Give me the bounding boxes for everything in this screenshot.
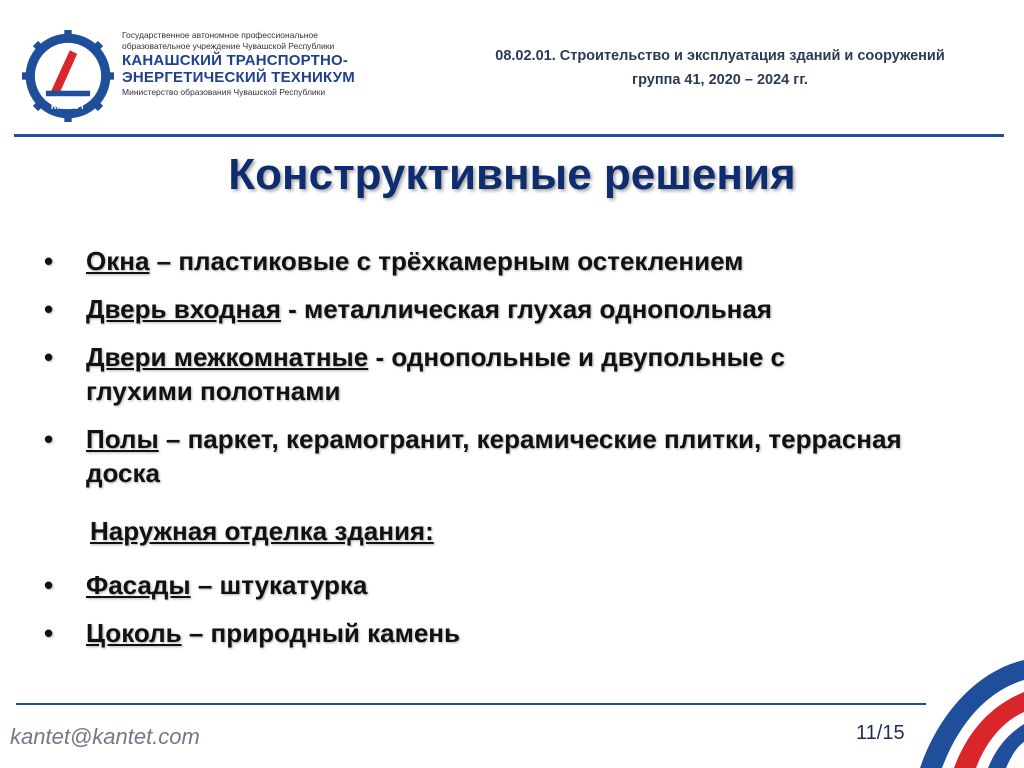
organization-name-block [122, 30, 392, 98]
footer-divider [16, 703, 926, 705]
slide-title: Конструктивные решения [228, 150, 796, 199]
item-description: – штукатурка [190, 570, 368, 600]
org-line-1: Государственное автономное профессиональное [122, 30, 318, 40]
org-line-2: образовательное учреждение Чувашской Республики [122, 41, 335, 51]
bullet: • [44, 294, 54, 324]
course-line-1: 08.02.01. Строительство и эксплуатация зданий и сооружений [495, 48, 945, 64]
bullet: • [44, 570, 54, 600]
item-term: Цоколь [86, 618, 182, 648]
decorative-swoosh [880, 650, 1024, 768]
section-subheading: Наружная отделка здания: [90, 516, 434, 546]
org-name-1: КАНАШСКИЙ ТРАНСПОРТНО- [122, 52, 349, 69]
list-item [44, 292, 944, 326]
item-term: Полы [86, 424, 159, 454]
course-line-2: группа 41, 2020 – 2024 гг. [632, 72, 808, 88]
page-number: 11/15 [856, 722, 905, 744]
list-item [44, 616, 944, 650]
header-divider [14, 134, 1004, 137]
ministry-name: Министерство образования Чувашской Республики [122, 87, 326, 97]
org-name-2: ЭНЕРГЕТИЧЕСКИЙ ТЕХНИКУМ [122, 69, 355, 86]
slide-header [0, 0, 1024, 140]
bullet: • [44, 424, 54, 454]
item-term: Окна [86, 246, 150, 276]
college-logo [22, 30, 114, 122]
list-item [44, 340, 886, 408]
course-info [430, 44, 1010, 92]
list-item [44, 244, 944, 278]
item-term: Фасады [86, 570, 191, 600]
item-description: – пластиковые с трёхкамерным остеклением [149, 246, 744, 276]
logo-text: КанТЭТ [50, 101, 86, 112]
bullet: • [44, 618, 54, 648]
item-description: – паркет, керамогранит, керамические плитки, террасная доска [86, 424, 902, 488]
bullet: • [44, 246, 54, 276]
item-description: - однопольные и двупольные с глухими полотнами [86, 342, 785, 406]
slide-content [44, 244, 944, 664]
item-description: – природный камень [181, 618, 460, 648]
footer-email: kantet@kantet.com [10, 724, 200, 749]
item-term: Дверь входная [86, 294, 281, 324]
item-term: Двери межкомнатные [86, 342, 369, 372]
list-item [44, 422, 916, 490]
list-item [44, 568, 944, 602]
item-description: - металлическая глухая однопольная [280, 294, 772, 324]
bullet: • [44, 342, 54, 372]
